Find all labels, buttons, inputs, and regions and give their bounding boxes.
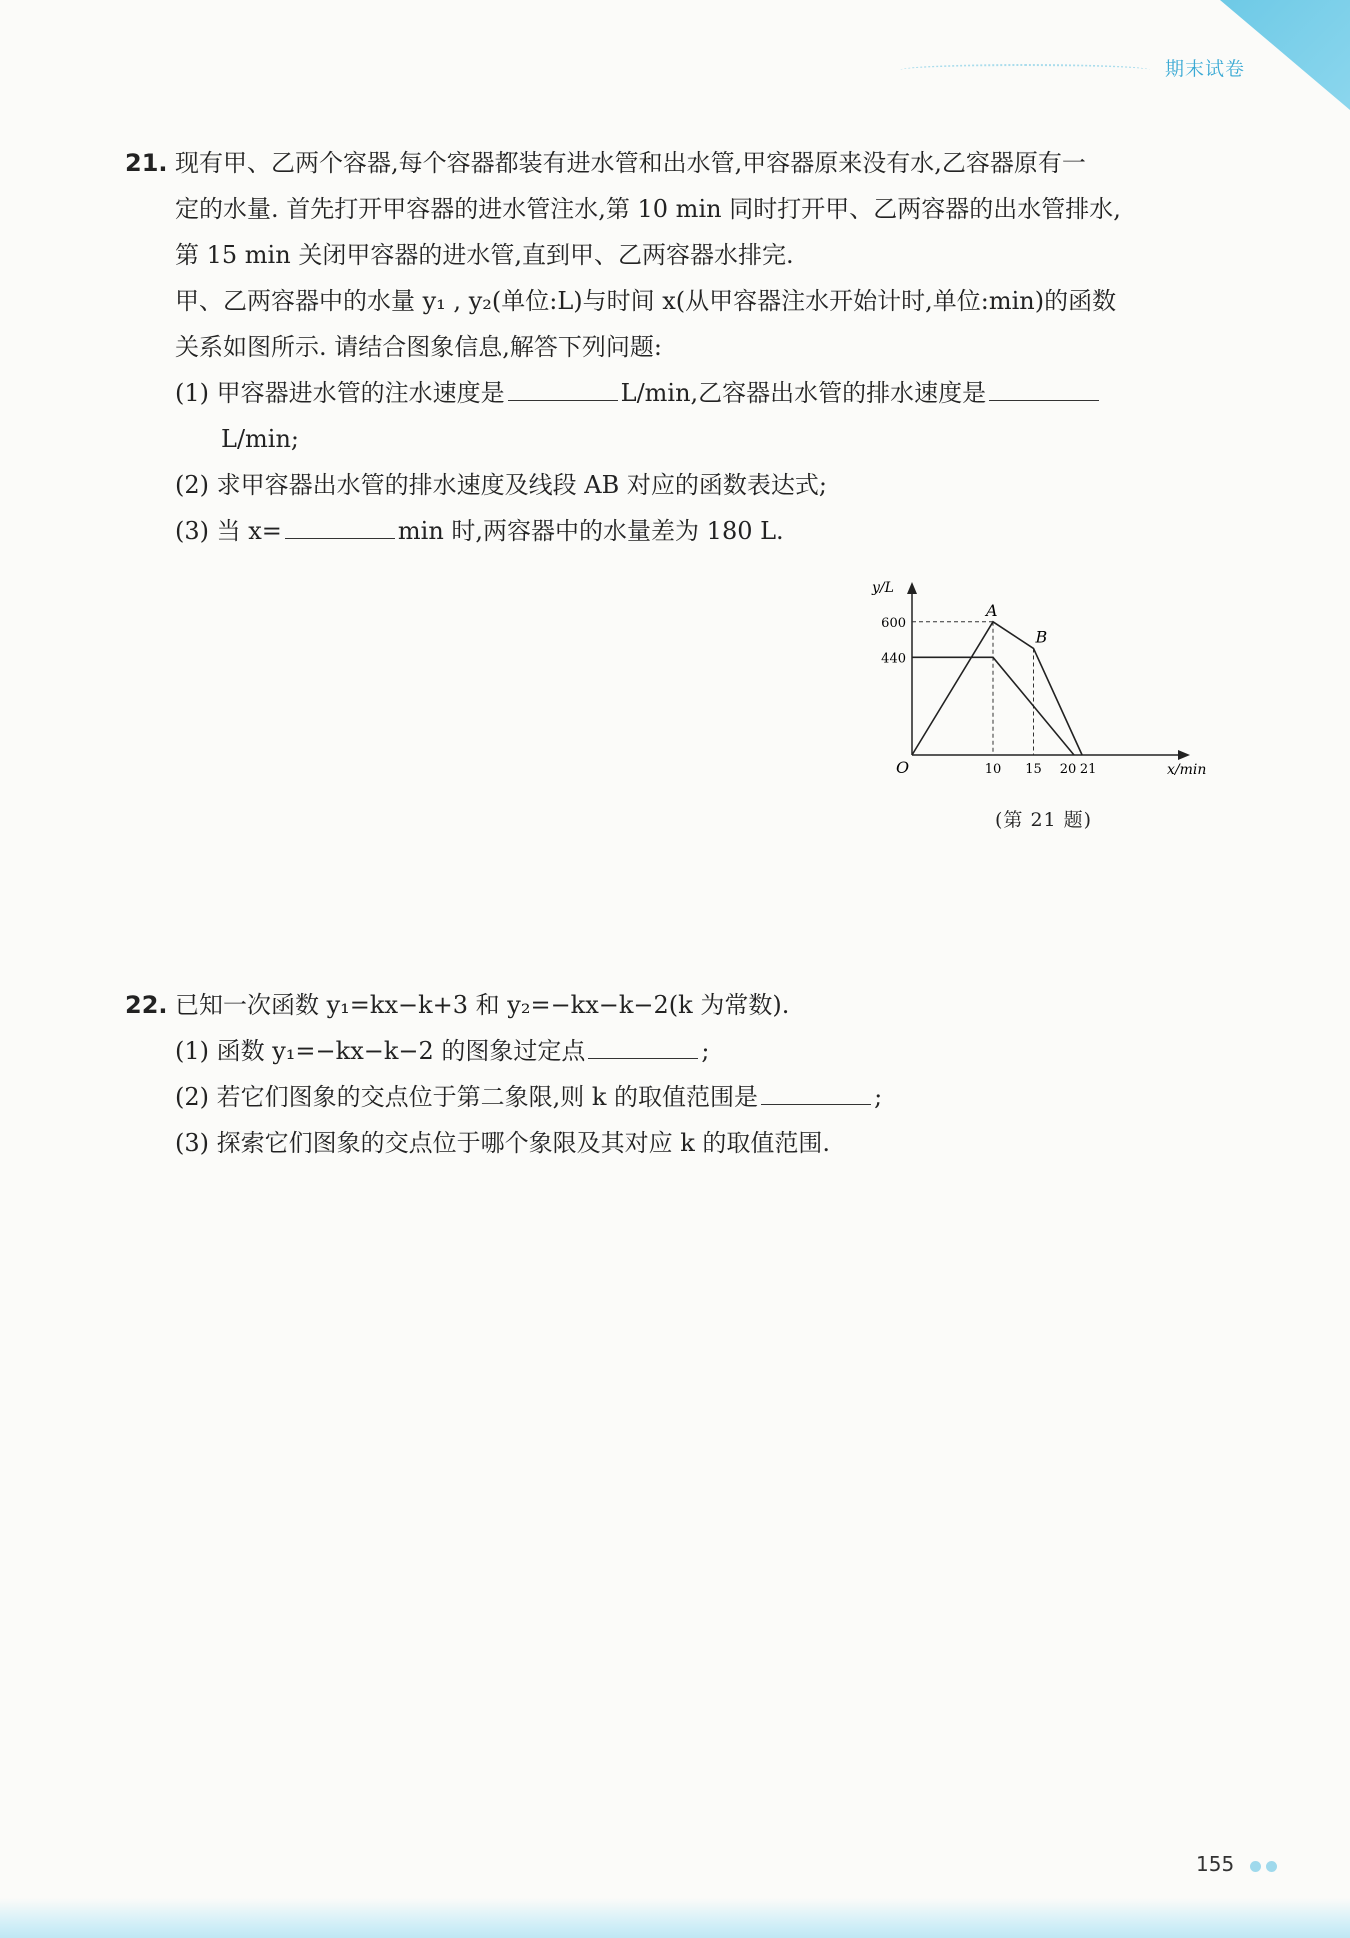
y-tick-label: 600: [881, 615, 906, 631]
page-number: 155: [1196, 1852, 1235, 1876]
question-22: [125, 982, 1245, 1166]
sub-question-1: [175, 1028, 1245, 1074]
sub-question-2: [175, 1074, 1245, 1120]
stem-line: 关系如图所示. 请结合图象信息,解答下列问题:: [175, 333, 662, 361]
question-number: 21.: [125, 149, 168, 177]
point-label-b: B: [1035, 627, 1048, 647]
sub-question-text: L/min,乙容器出水管的排水速度是: [620, 379, 987, 407]
answer-blank[interactable]: [989, 372, 1099, 401]
stem-line: 已知一次函数 y₁=kx−k+3 和 y₂=−kx−k−2(k 为常数).: [175, 991, 790, 1019]
sub-question-3: [175, 508, 1245, 554]
y-axis-label: y/L: [872, 580, 894, 596]
sub-question-text: min 时,两容器中的水量差为 180 L.: [397, 517, 784, 545]
x-tick-label: 10: [984, 762, 1002, 777]
stem-line: 第 15 min 关闭甲容器的进水管,直到甲、乙两容器水排完.: [175, 241, 794, 269]
footer-band: [0, 1898, 1350, 1938]
section-label: 期末试卷: [1164, 58, 1245, 80]
x-tick-label: 20: [1059, 762, 1077, 777]
question-number: 22.: [125, 991, 168, 1019]
sub-question-1-cont: L/min;: [221, 425, 299, 453]
stem-line: 定的水量. 首先打开甲容器的进水管注水,第 10 min 同时打开甲、乙两容器的出水管排水,: [175, 195, 1121, 223]
x-axis-arrow: [1178, 750, 1190, 760]
point-label-a: A: [986, 600, 998, 620]
origin-label: O: [896, 758, 910, 777]
sub-question-3: (3) 探索它们图象的交点位于哪个象限及其对应 k 的取值范围.: [175, 1129, 831, 1157]
x-tick-label: 15: [1025, 762, 1042, 777]
y-tick-label: 440: [881, 651, 906, 667]
question-21: [125, 140, 1245, 554]
sub-question-text: ;: [874, 1083, 883, 1111]
sub-question-1: [175, 370, 1245, 416]
sub-question-text: (3) 当 x=: [175, 517, 282, 545]
sub-question-2: (2) 求甲容器出水管的排水速度及线段 AB 对应的函数表达式;: [175, 471, 827, 499]
function-graph: [860, 570, 1220, 800]
stem-line: 甲、乙两容器中的水量 y₁ , y₂(单位:L)与时间 x(从甲容器注水开始计时,单位:min)的函数: [175, 287, 1117, 315]
x-tick-label: 21: [1079, 762, 1097, 777]
sub-question-text: (1) 甲容器进水管的注水速度是: [175, 379, 505, 407]
answer-blank[interactable]: [588, 1030, 698, 1059]
answer-blank[interactable]: [508, 372, 618, 401]
page-dot: [1250, 1861, 1261, 1872]
page-dot: [1266, 1861, 1277, 1872]
x-axis-label: x/min: [1167, 762, 1207, 778]
figure-caption: (第 21 题): [995, 809, 1093, 831]
sub-question-text: (1) 函数 y₁=−kx−k−2 的图象过定点: [175, 1037, 586, 1065]
sub-question-text: ;: [701, 1037, 710, 1065]
answer-blank[interactable]: [761, 1076, 871, 1105]
y-axis-arrow: [907, 582, 917, 594]
sub-question-text: (2) 若它们图象的交点位于第二象限,则 k 的取值范围是: [175, 1083, 759, 1111]
stem-line: 现有甲、乙两个容器,每个容器都装有进水管和出水管,甲容器原来没有水,乙容器原有一: [175, 149, 1086, 177]
answer-blank[interactable]: [285, 510, 395, 539]
header-dotted-line: [900, 64, 1150, 76]
